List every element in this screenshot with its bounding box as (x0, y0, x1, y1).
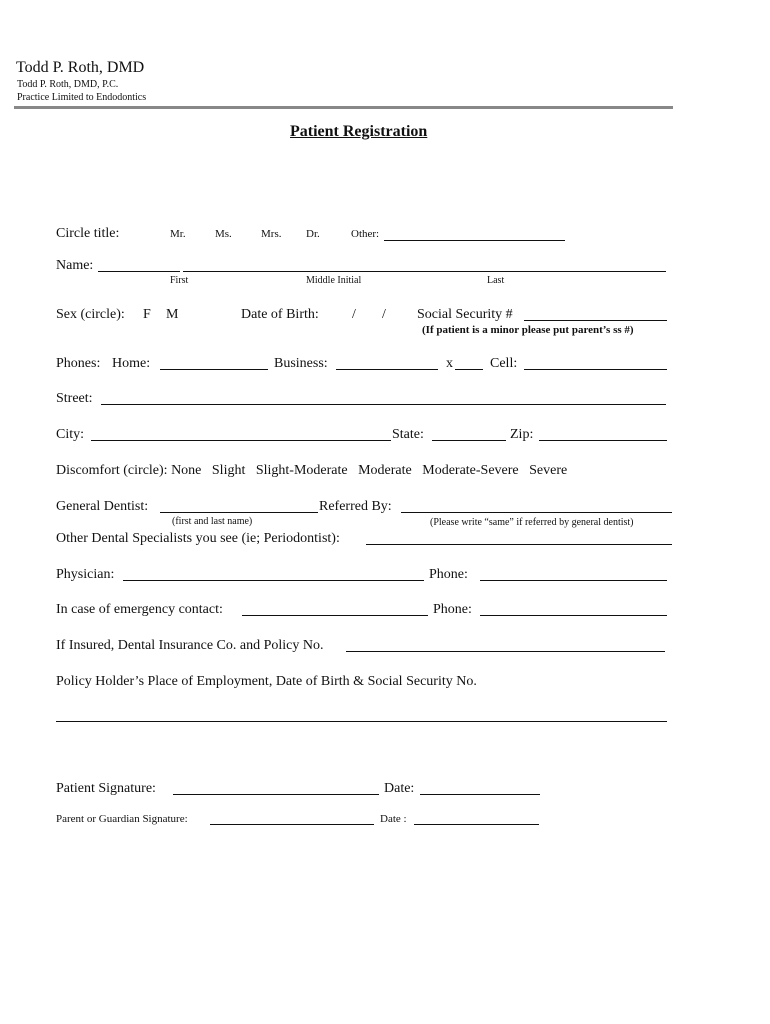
last-name-hint: Last (487, 275, 505, 286)
patient-signature-label: Patient Signature: (56, 781, 156, 796)
discomfort-options[interactable]: Discomfort (circle): None Slight Slight-Moderate Moderate Moderate-Severe Severe (56, 463, 568, 478)
home-phone-label: Home: (112, 356, 151, 371)
dob-slash-1: / (352, 307, 356, 322)
first-name-field[interactable] (98, 271, 180, 272)
state-field[interactable] (432, 440, 506, 441)
header-divider (14, 106, 673, 109)
dentist-name-hint: (first and last name) (172, 516, 253, 527)
title-option-ms[interactable]: Ms. (215, 228, 232, 240)
general-dentist-field[interactable] (160, 512, 318, 513)
title-other-label: Other: (351, 228, 380, 240)
first-name-hint: First (170, 275, 189, 286)
zip-label: Zip: (510, 427, 534, 442)
referred-by-field[interactable] (401, 512, 672, 513)
guardian-signature-field[interactable] (210, 824, 374, 825)
business-phone-field[interactable] (336, 369, 438, 370)
form-title: Patient Registration (290, 123, 428, 140)
title-option-mrs[interactable]: Mrs. (261, 228, 282, 240)
circle-title-label: Circle title: (56, 226, 120, 241)
dob-slash-2: / (382, 307, 386, 322)
zip-field[interactable] (539, 440, 667, 441)
policy-holder-field[interactable] (56, 721, 667, 722)
referred-same-hint: (Please write “same” if referred by general dentist) (430, 517, 634, 528)
physician-field[interactable] (123, 580, 424, 581)
emergency-phone-label: Phone: (433, 602, 472, 617)
middle-initial-hint: Middle Initial (306, 275, 362, 286)
guardian-signature-label: Parent or Guardian Signature: (56, 813, 188, 825)
guardian-date-label: Date : (380, 813, 407, 825)
specialists-label: Other Dental Specialists you see (ie; Periodontist): (56, 531, 340, 546)
sex-option-m[interactable]: M (166, 307, 179, 322)
emergency-phone-field[interactable] (480, 615, 667, 616)
city-field[interactable] (91, 440, 391, 441)
middle-last-name-field[interactable] (183, 271, 666, 272)
physician-label: Physician: (56, 567, 115, 582)
physician-phone-field[interactable] (480, 580, 667, 581)
referred-by-label: Referred By: (319, 499, 392, 514)
practice-note: Practice Limited to Endodontics (17, 92, 147, 103)
guardian-date-field[interactable] (414, 824, 539, 825)
practitioner-name: Todd P. Roth, DMD (16, 59, 145, 76)
general-dentist-label: General Dentist: (56, 499, 149, 514)
signature-date-label: Date: (384, 781, 415, 796)
extension-field[interactable] (455, 369, 483, 370)
signature-date-field[interactable] (420, 794, 540, 795)
title-other-field[interactable] (384, 240, 565, 241)
cell-phone-label: Cell: (490, 356, 518, 371)
emergency-contact-label: In case of emergency contact: (56, 602, 223, 617)
phones-label: Phones: (56, 356, 101, 371)
cell-phone-field[interactable] (524, 369, 667, 370)
ssn-label: Social Security # (417, 307, 513, 322)
state-label: State: (392, 427, 424, 442)
policy-holder-label: Policy Holder’s Place of Employment, Date of Birth & Social Security No. (56, 674, 477, 689)
company-name: Todd P. Roth, DMD, P.C. (17, 79, 119, 90)
extension-label: x (446, 356, 453, 371)
minor-ssn-note: (If patient is a minor please put parent’s ss #) (422, 324, 634, 336)
business-phone-label: Business: (274, 356, 328, 371)
title-option-mr[interactable]: Mr. (170, 228, 186, 240)
physician-phone-label: Phone: (429, 567, 468, 582)
title-option-dr[interactable]: Dr. (306, 228, 320, 240)
city-label: City: (56, 427, 85, 442)
street-field[interactable] (101, 404, 666, 405)
home-phone-field[interactable] (160, 369, 268, 370)
sex-label: Sex (circle): (56, 307, 125, 322)
patient-signature-field[interactable] (173, 794, 379, 795)
street-label: Street: (56, 391, 93, 406)
insurance-field[interactable] (346, 651, 665, 652)
insurance-label: If Insured, Dental Insurance Co. and Policy No. (56, 638, 324, 653)
name-label: Name: (56, 258, 94, 273)
dob-label: Date of Birth: (241, 307, 319, 322)
specialists-field[interactable] (366, 544, 672, 545)
emergency-contact-field[interactable] (242, 615, 428, 616)
sex-option-f[interactable]: F (143, 307, 151, 322)
ssn-field[interactable] (524, 320, 667, 321)
